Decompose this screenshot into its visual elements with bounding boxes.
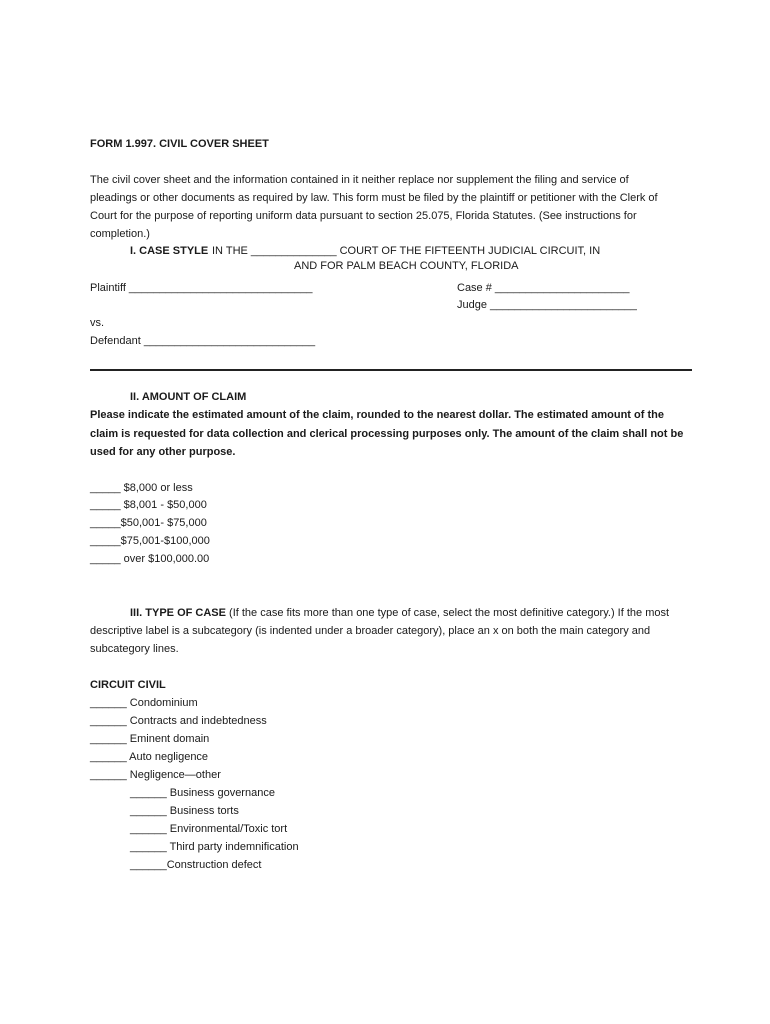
amount-option[interactable]: _____$75,001-$100,000 [90, 535, 210, 547]
intro-line: pleadings or other documents as required by law. This form must be filed by the plaintiff or petitioner with the Clerk of [90, 192, 658, 204]
amount-of-claim-heading: II. AMOUNT OF CLAIM [130, 391, 247, 403]
case-category-item[interactable]: ______ Auto negligence [90, 751, 209, 763]
case-category-item[interactable]: ______ Eminent domain [90, 733, 210, 745]
defendant-field[interactable]: Defendant ____________________________ [90, 335, 316, 347]
case-category-item[interactable]: ______ Contracts and indebtedness [90, 715, 267, 727]
circuit-civil-heading: CIRCUIT CIVIL [90, 679, 166, 691]
type-of-case-description: (If the case fits more than one type of case, select the most definitive category.) If the most [225, 607, 670, 619]
case-subcategory-item[interactable]: ______ Environmental/Toxic tort [130, 823, 288, 835]
amount-instructions-line: Please indicate the estimated amount of the claim, rounded to the nearest dollar. The estimated amount of the [90, 409, 664, 421]
vs-label: vs. [90, 317, 105, 329]
amount-option[interactable]: _____ over $100,000.00 [90, 553, 210, 565]
intro-line: completion.) [90, 228, 150, 240]
form-title: FORM 1.997. CIVIL COVER SHEET [90, 138, 269, 150]
amount-option[interactable]: _____ $8,001 - $50,000 [90, 499, 207, 511]
type-of-case-paragraph [130, 606, 669, 620]
case-style-heading: I. CASE STYLE [130, 245, 209, 257]
type-of-case-description: descriptive label is a subcategory (is indented under a broader category), place an x on both the main category and [90, 625, 651, 637]
court-line-2: AND FOR PALM BEACH COUNTY, FLORIDA [294, 260, 519, 272]
intro-line: Court for the purpose of reporting uniform data pursuant to section 25.075, Florida Statutes. (See instructions for [90, 210, 637, 222]
court-line-1: IN THE ______________ COURT OF THE FIFTEENTH JUDICIAL CIRCUIT, IN [212, 245, 601, 257]
case-number-field[interactable]: Case # ______________________ [457, 282, 630, 294]
type-of-case-description: subcategory lines. [90, 643, 179, 655]
case-subcategory-item[interactable]: ______ Business governance [130, 787, 275, 799]
intro-line: The civil cover sheet and the information contained in it neither replace nor supplement the filing and service of [90, 174, 629, 186]
amount-instructions-line: used for any other purpose. [90, 446, 236, 458]
case-category-item[interactable]: ______ Negligence—other [90, 769, 221, 781]
case-subcategory-item[interactable]: ______Construction defect [130, 859, 262, 871]
type-of-case-heading: III. TYPE OF CASE [130, 607, 226, 619]
amount-instructions-line: claim is requested for data collection and clerical processing purposes only. The amount of the claim shall not be [90, 428, 684, 440]
case-category-item[interactable]: ______ Condominium [90, 697, 198, 709]
case-subcategory-item[interactable]: ______ Third party indemnification [130, 841, 299, 853]
amount-option[interactable]: _____$50,001- $75,000 [90, 517, 207, 529]
plaintiff-field[interactable]: Plaintiff ______________________________ [90, 282, 313, 294]
case-subcategory-item[interactable]: ______ Business torts [130, 805, 239, 817]
amount-option[interactable]: _____ $8,000 or less [90, 482, 193, 494]
section-divider [90, 369, 692, 371]
judge-field[interactable]: Judge ________________________ [457, 299, 637, 311]
